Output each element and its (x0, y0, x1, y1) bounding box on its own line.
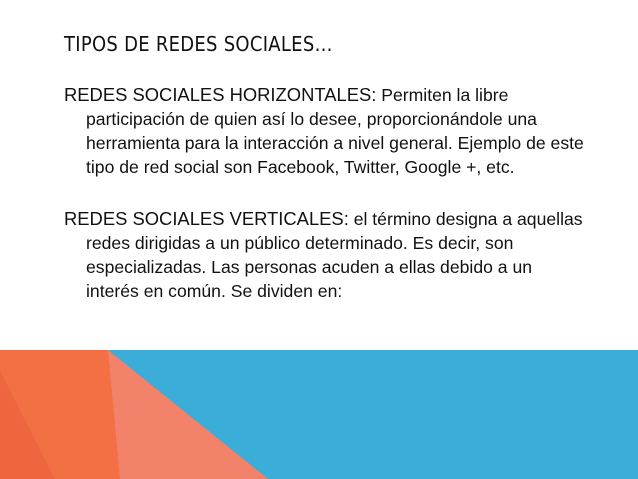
paragraph-body: Permiten la libre participación de quien así lo desee, proporcionándole una herramienta para la interacción a nivel general. Ejemplo de este tipo de red social son Facebook, Twitter, Google +, etc. (86, 85, 584, 177)
decorative-bottom-band (0, 350, 638, 479)
decorative-triangles-graphic (0, 350, 638, 479)
paragraph-horizontal-networks (64, 83, 584, 179)
paragraph-vertical-networks (64, 207, 584, 303)
paragraph-lead: REDES SOCIALES VERTICALES: (64, 208, 349, 229)
paragraph-lead: REDES SOCIALES HORIZONTALES: (64, 84, 377, 105)
slide-title: TIPOS DE REDES SOCIALES… (64, 32, 333, 56)
slide-content (64, 83, 584, 303)
paragraph-body: el término designa a aquellas redes dirigidas a un público determinado. Es decir, son especializadas. Las personas acuden a ellas debido a un interés en común. Se dividen en: (86, 209, 583, 301)
